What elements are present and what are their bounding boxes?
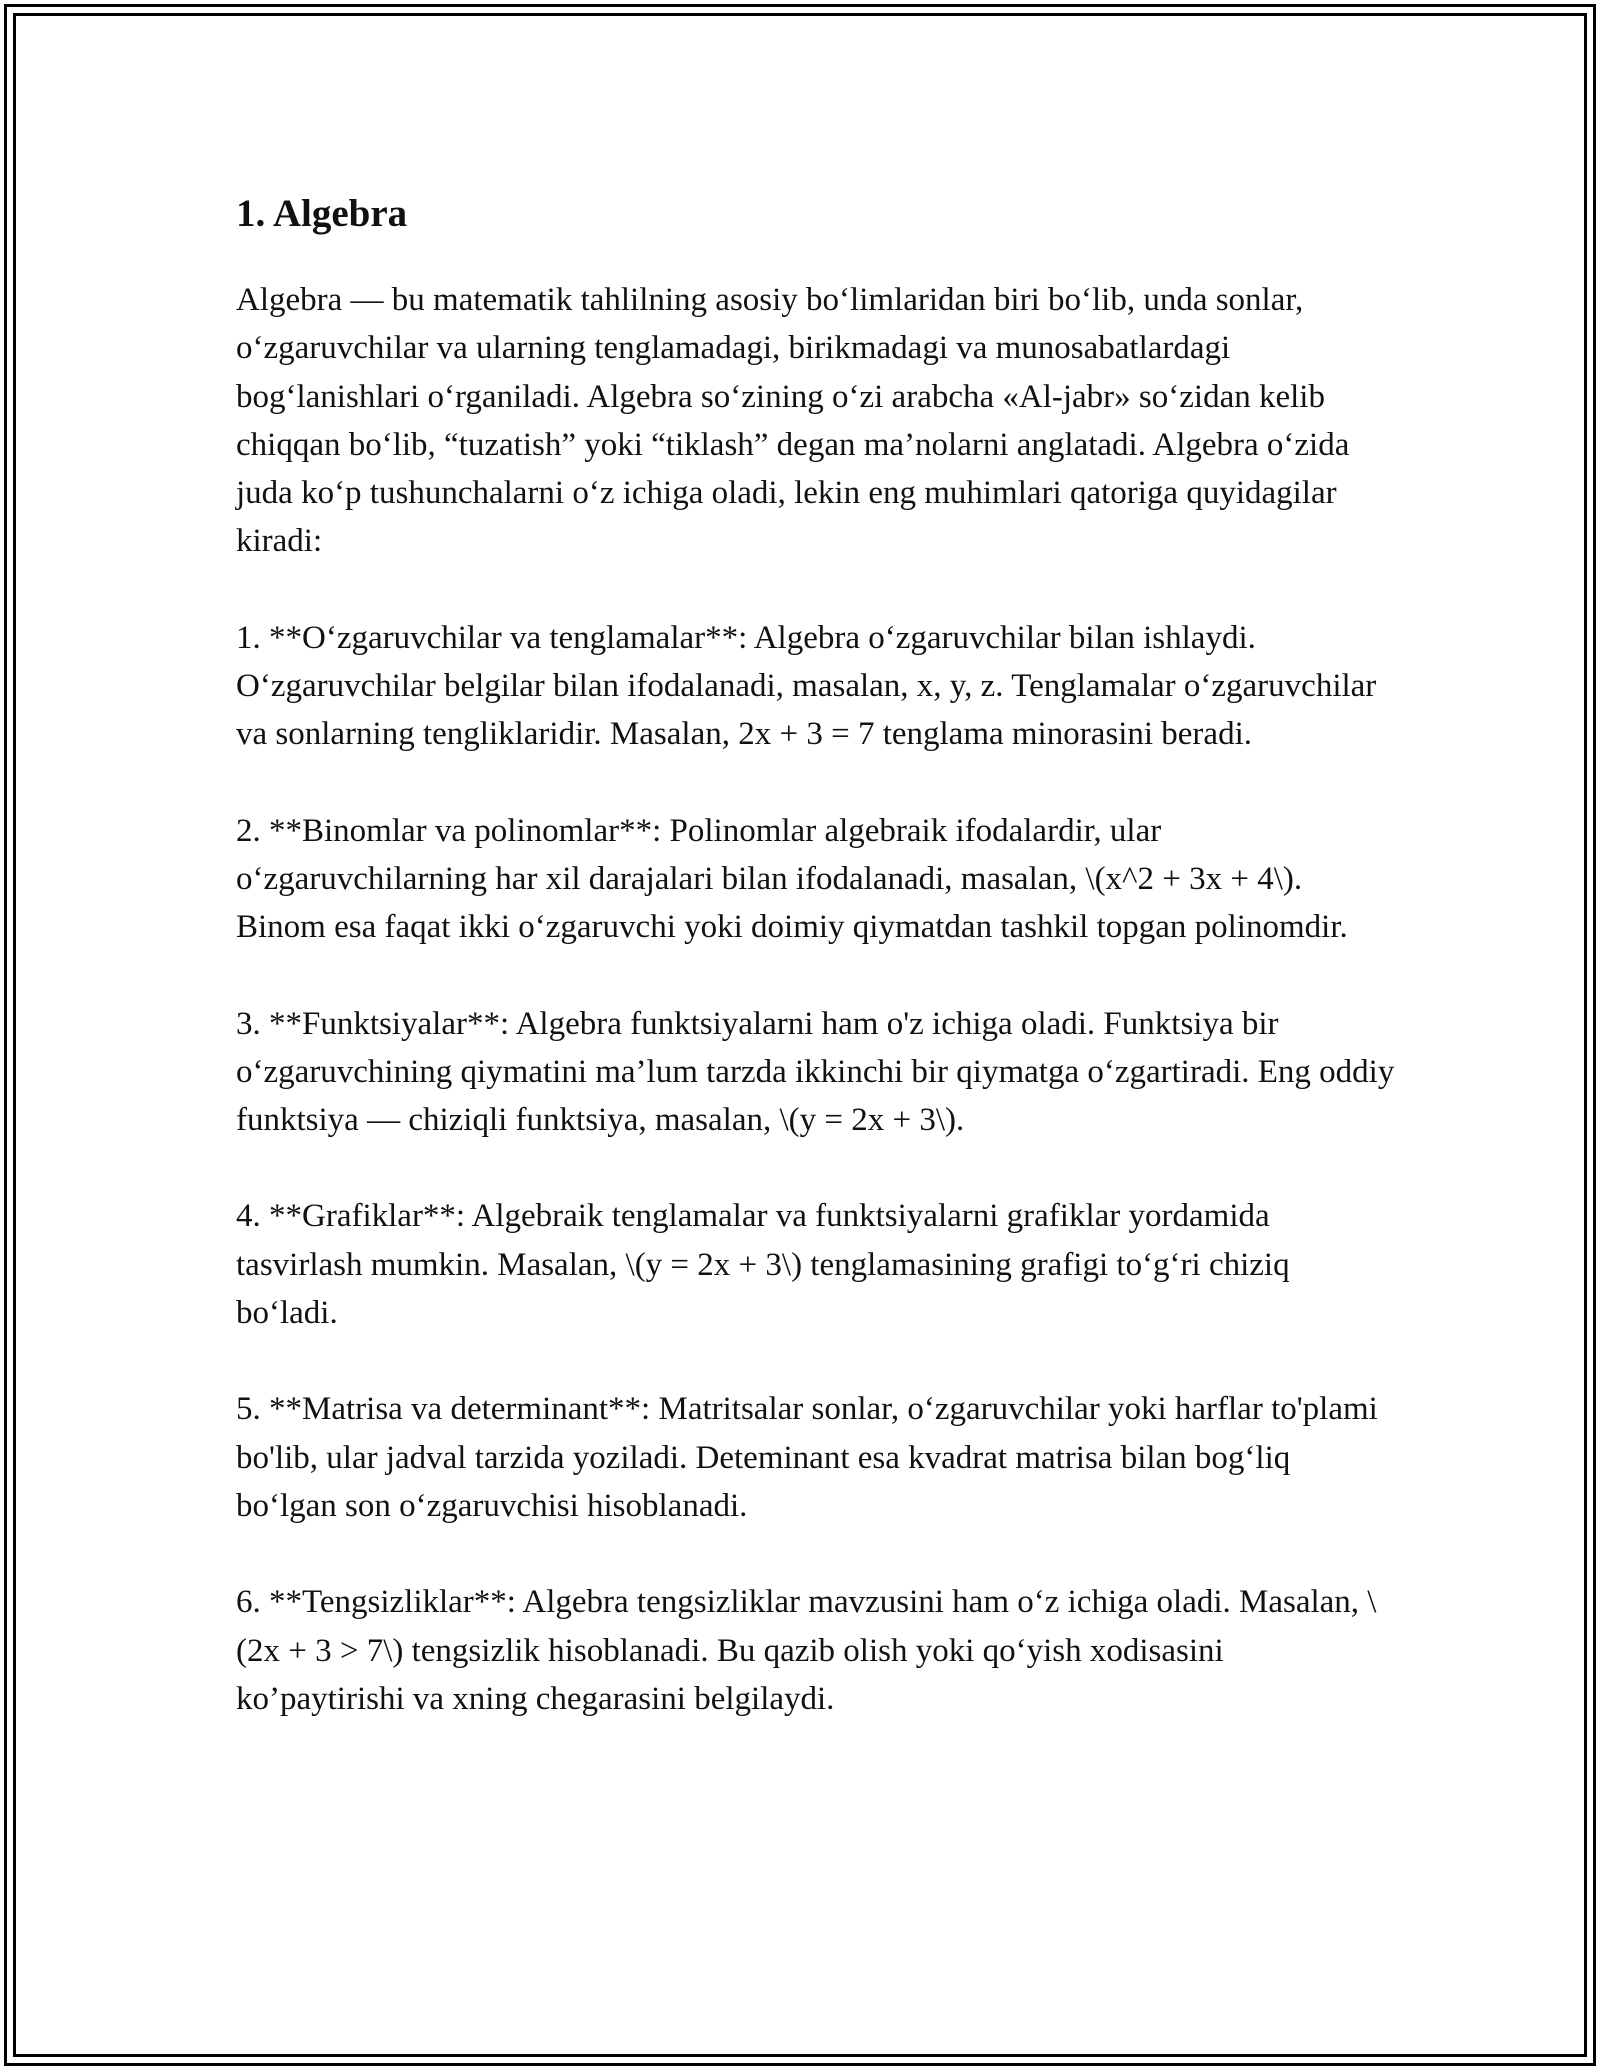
- list-item-functions: 3. **Funktsiyalar**: Algebra funktsiyalarni ham o'z ichiga oladi. Funktsiya bir o‘zgaruvchining qiymatini ma’lum tarzda ikkinchi bir qiymatga o‘zgartiradi. Eng oddiy funktsiya — chiziqli funktsiya, masalan, \(y = 2x + 3\).: [236, 1005, 1395, 1139]
- list-item-graphs: 4. **Grafiklar**: Algebraik tenglamalar va funktsiyalarni grafiklar yordamida tasvirlash mumkin. Masalan, \(y = 2x + 3\) tenglamasining grafigi to‘g‘ri chiziq bo‘ladi.: [236, 1198, 1290, 1332]
- list-item-matrices: 5. **Matrisa va determinant**: Matritsalar sonlar, o‘zgaruvchilar yoki harflar to'plami bo'lib, ular jadval tarzida yoziladi. Deteminant esa kvadrat matrisa bilan bog‘liq bo‘lgan son o‘zgaruvchisi hisoblanadi.: [236, 1391, 1378, 1524]
- list-item-variables: 1. **O‘zgaruvchilar va tenglamalar**: Algebra o‘zgaruvchilar bilan ishlaydi. O‘zgaruvchilar belgilar bilan ifodalanadi, masalan, x, y, z. Tenglamalar o‘zgaruvchilar va sonlarning tengliklaridir. Masalan, 2x + 3 = 7 tenglama minorasini beradi.: [236, 619, 1377, 753]
- document-title: 1. Algebra: [236, 192, 408, 235]
- document-body: [236, 186, 1396, 1771]
- intro-paragraph: Algebra — bu matematik tahlilning asosiy bo‘limlaridan biri bo‘lib, unda sonlar, o‘zgaruvchilar va ularning tenglamadagi, birikmadagi va munosabatlardagi bog‘lanishlari o‘rganiladi. Algebra so‘zining o‘zi arabcha «Al-jabr» so‘zidan kelib chiqqan bo‘lib, “tuzatish” yoki “tiklash” degan ma’nolarni anglatadi. Algebra o‘zida juda ko‘p tushunchalarni o‘z ichiga oladi, lekin eng muhimlari qatoriga quyidagilar kiradi:: [236, 282, 1350, 560]
- list-item-inequalities: 6. **Tengsizliklar**: Algebra tengsizliklar mavzusini ham o‘z ichiga oladi. Masalan, \(2x + 3 > 7\) tengsizlik hisoblanadi. Bu qazib olish yoki qo‘yish xodisasini ko’paytirishi va xning chegarasini belgilaydi.: [236, 1584, 1377, 1717]
- list-item-polynomials: 2. **Binomlar va polinomlar**: Polinomlar algebraik ifodalardir, ular o‘zgaruvchilarning har xil darajalari bilan ifodalanadi, masalan, \(x^2 + 3x + 4\). Binom esa faqat ikki o‘zgaruvchi yoki doimiy qiymatdan tashkil topgan polinomdir.: [236, 812, 1348, 946]
